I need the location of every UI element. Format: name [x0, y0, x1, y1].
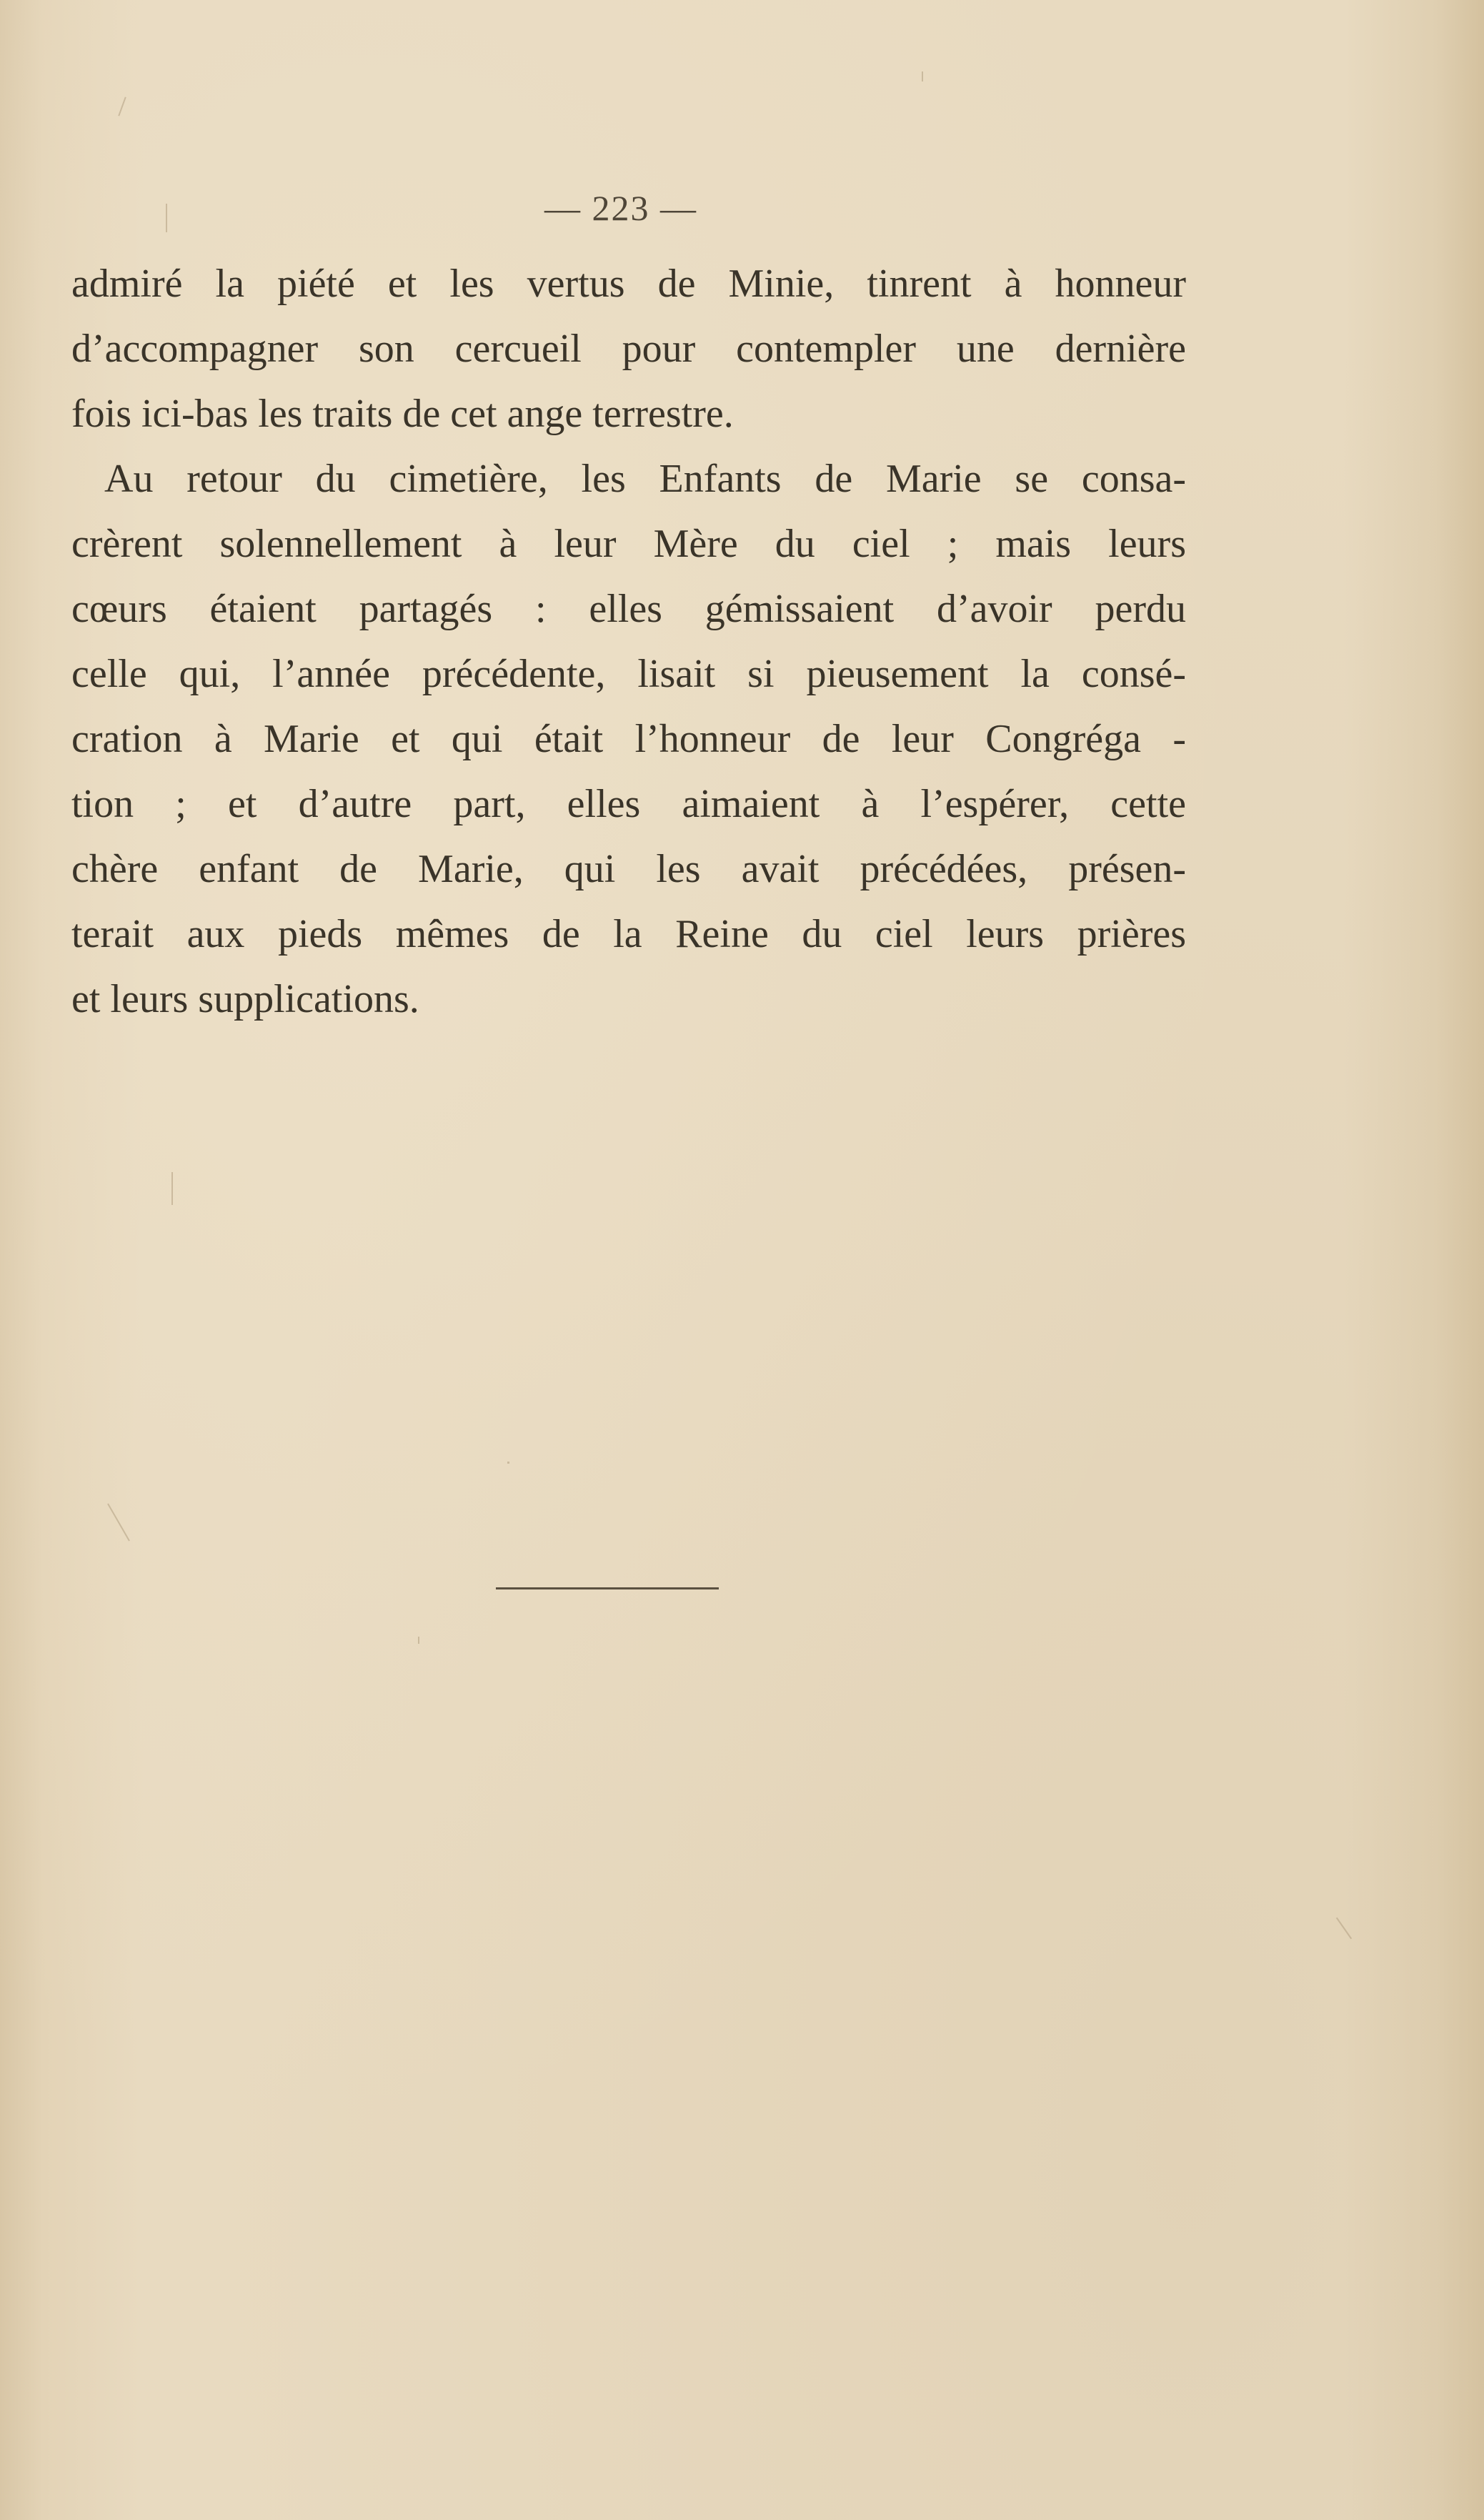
paragraph-start-line: Au retour du cimetière, les Enfants de Marie se consa-: [104, 457, 1186, 501]
text-line: cration à Marie et qui était l’honneur de leur Congréga -: [71, 717, 1186, 761]
text-line: et leurs supplications.: [71, 977, 419, 1021]
paper-speck: [507, 1462, 509, 1464]
page-number: — 223 —: [544, 188, 697, 228]
text-line: tion ; et d’autre part, elles aimaient à l’espérer, cette: [71, 782, 1186, 826]
text-line: crèrent solennellement à leur Mère du ciel ; mais leurs: [71, 522, 1186, 566]
body-text: [71, 252, 1186, 1032]
section-end-rule: [496, 1587, 719, 1589]
paper-speck: [118, 97, 126, 116]
text-line: cœurs étaient partagés : elles gémissaient d’avoir perdu: [71, 587, 1186, 631]
paper-speck: [107, 1504, 130, 1542]
text-line: admiré la piété et les vertus de Minie, tinrent à honneur: [71, 262, 1186, 306]
text-line: chère enfant de Marie, qui les avait précédées, présen-: [71, 847, 1186, 891]
text-line: terait aux pieds mêmes de la Reine du ciel leurs prières: [71, 912, 1186, 956]
text-line: fois ici-bas les traits de cet ange terrestre.: [71, 392, 734, 436]
paper-speck: [171, 1172, 173, 1205]
paper-speck: [922, 71, 923, 81]
text-line: celle qui, l’année précédente, lisait si pieusement la consé-: [71, 652, 1186, 696]
text-line: d’accompagner son cercueil pour contempler une dernière: [71, 327, 1186, 371]
paper-speck: [418, 1637, 419, 1644]
paper-speck: [166, 204, 167, 232]
paper-speck: [1336, 1918, 1352, 1940]
